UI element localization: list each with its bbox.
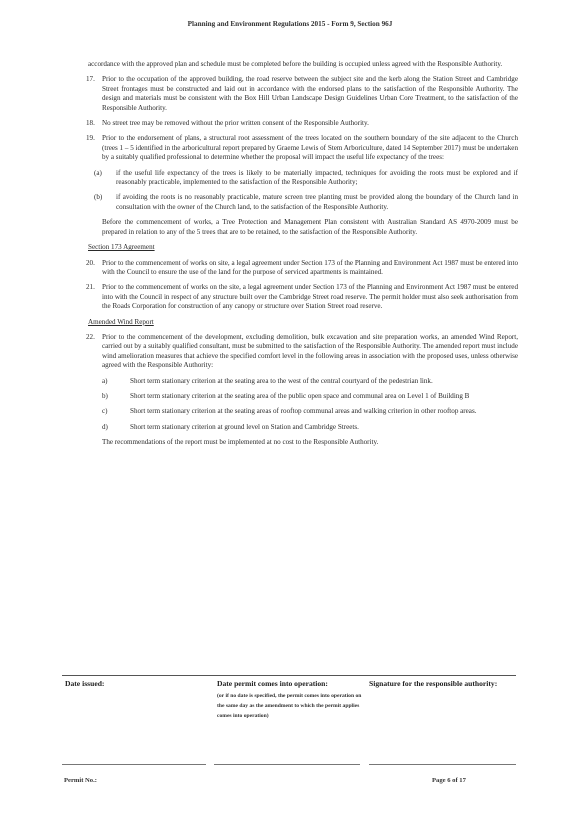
condition-22-c xyxy=(88,407,518,416)
sub-item-text: Short term stationary criterion at the seating area to the west of the central courtyard of the pedestrian link. xyxy=(130,376,433,385)
condition-text: Prior to the occupation of the approved building, the road reserve between the subject site and the kerb along the Station Street and Cambridge Street frontages must be constructed and laid out in accordance with the endorsed plans to the satisfaction of the Responsible Authority. The design and materials must be consistent with the Box Hill Urban Landscape Design Guidelines Urban Core Treatment, to the satisfaction of the Responsible Authority. xyxy=(102,75,518,112)
sub-item-label: d) xyxy=(102,422,108,431)
sub-item-label: b) xyxy=(102,391,108,400)
date-operation-note: (or if no date is specified, the permit comes into operation on the same day as the amendment to which the permit applies comes into operation) xyxy=(217,693,362,719)
page-number: Page 6 of 17 xyxy=(432,777,466,784)
sub-item-text: if the useful life expectancy of the trees is likely to be materially impacted, techniques for avoiding the roots must be explored and if reasonably practicable, implemented to the satisfaction of the Responsible Authority; xyxy=(116,168,518,187)
condition-19 xyxy=(88,134,518,162)
permit-signature-block xyxy=(62,675,516,768)
condition-20 xyxy=(88,259,518,278)
condition-number: 20. xyxy=(86,258,95,267)
date-operation-cell xyxy=(217,679,362,721)
date-issued-line xyxy=(62,764,206,765)
condition-19-a xyxy=(88,169,518,188)
permit-number-label: Permit No.: xyxy=(64,777,97,784)
section-173-heading: Section 173 Agreement xyxy=(88,243,155,252)
page-header: Planning and Environment Regulations 2015 - Form 9, Section 96J xyxy=(187,20,393,28)
condition-number: 22. xyxy=(86,332,95,341)
condition-22-d xyxy=(88,423,518,432)
date-issued-label: Date issued: xyxy=(65,679,105,688)
condition-19-after: Before the commencement of works, a Tree Protection and Management Plan consistent with Australian Standard AS 4970-2009 must be prepared in relation to any of the 5 trees that are to be retained, to the satisfaction of the Responsible Authority. xyxy=(102,218,518,236)
condition-22 xyxy=(88,333,518,371)
date-operation-label: Date permit comes into operation: xyxy=(217,679,328,688)
condition-22-a xyxy=(88,377,518,386)
condition-text: No street tree may be removed without the prior written consent of the Responsible Authority. xyxy=(102,119,369,128)
condition-22-after: The recommendations of the report must be implemented at no cost to the Responsible Authority. xyxy=(102,438,379,447)
condition-text: Prior to the commencement of works on site, a legal agreement under Section 173 of the Planning and Environment Act 1987 must be entered into with the Council to ensure the use of the land for the purpose of serviced apartments is maintained. xyxy=(102,258,518,276)
condition-text: Prior to the commencement of works on the site, a legal agreement under Section 173 of the Planning and Environment Act 1987 must be entered into with the Council in respect of any structure built over the Cambridge Street road reserve. The permit holder must also seek authorisation from the Roads Corporation for construction of any canopy or structure over Station Street road reserve. xyxy=(102,283,518,311)
signature-line xyxy=(369,764,516,765)
condition-16-continuation: accordance with the approved plan and schedule must be completed before the building is occupied unless agreed with the Responsible Authority. xyxy=(88,60,503,68)
sub-item-label: a) xyxy=(102,376,108,385)
condition-22-b xyxy=(88,392,518,401)
sub-item-text: Short term stationary criterion at the seating areas of rooftop communal areas and walking criterion in other rooftop areas. xyxy=(130,407,477,416)
date-operation-line xyxy=(214,764,360,765)
condition-text: Prior to the commencement of the development, excluding demolition, bulk excavation and site preparation works, an amended Wind Report, carried out by a suitably qualified consultant, must be submitted to the satisfaction of the Responsible Authority. The amended report must include wind amelioration measures that achieve the specified comfort level in the following areas in association with the proposed uses, unless otherwise agreed with the Responsible Authority: xyxy=(102,332,518,370)
signature-label: Signature for the responsible authority: xyxy=(369,679,498,688)
wind-report-heading: Amended Wind Report xyxy=(88,317,154,326)
condition-number: 19. xyxy=(86,134,95,143)
sub-item-label: c) xyxy=(102,407,108,416)
condition-number: 21. xyxy=(86,283,95,292)
condition-number: 18. xyxy=(86,119,95,128)
permit-conditions xyxy=(88,60,518,448)
condition-17 xyxy=(88,75,518,113)
sub-item-text: Short term stationary criterion at ground level on Station and Cambridge Streets. xyxy=(130,422,359,431)
condition-number: 17. xyxy=(86,75,95,84)
condition-19-b xyxy=(88,193,518,212)
sub-item-text: Short term stationary criterion at the seating area of the public open space and communal area on Level 1 of Building B xyxy=(130,391,470,400)
condition-text: Prior to the endorsement of plans, a structural root assessment of the trees located on the southern boundary of the site adjacent to the Church (trees 1 – 5 identified in the arboricultural report prepared by Graeme Lewis of Stem Arboriculture, dated 14 September 2017) must be undertaken by a suitably qualified professional to determine whether the proposal will impact the useful life expectancy of the trees: xyxy=(102,134,518,162)
sub-item-text: if avoiding the roots is no reasonably practicable, mature screen tree planting must be provided along the boundary of the Church land in consultation with the owner of the Church land, to the satisfaction of the Responsible Authority. xyxy=(116,193,518,211)
sub-item-label: (b) xyxy=(94,193,103,202)
condition-21 xyxy=(88,283,518,311)
sub-item-label: (a) xyxy=(94,168,102,177)
condition-18 xyxy=(88,119,518,128)
